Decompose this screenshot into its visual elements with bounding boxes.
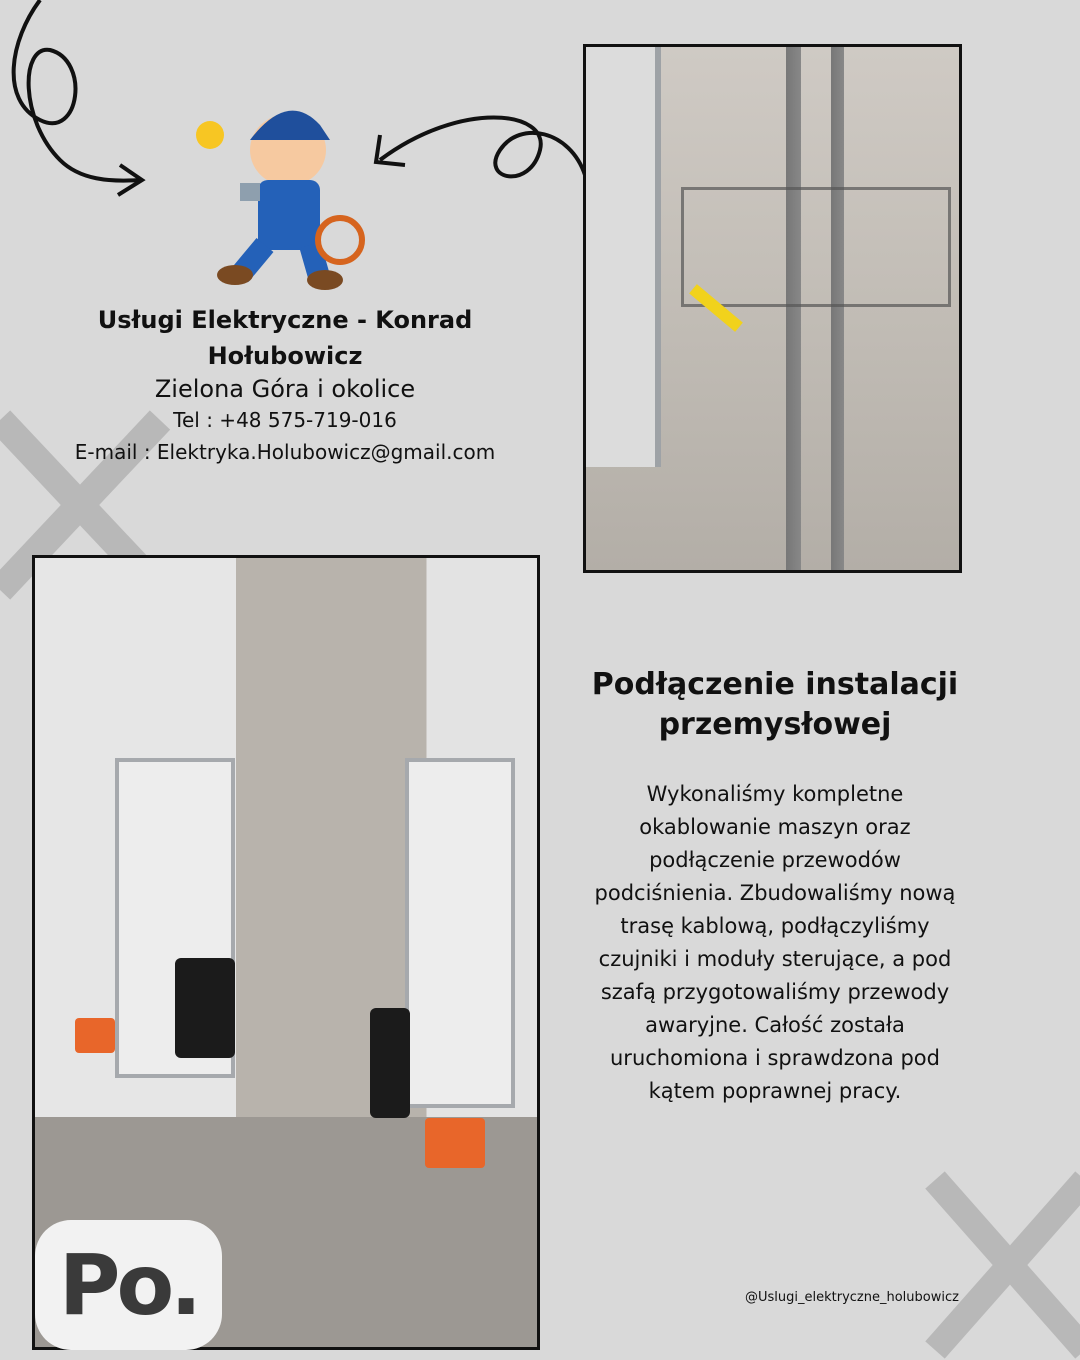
contact-info [60, 302, 510, 468]
electrician-mascot [180, 95, 370, 295]
social-handle: @Uslugi_elektryczne_holubowicz [745, 1290, 959, 1305]
phone: Tel : +48 575-719-016 [173, 408, 397, 432]
service-area: Zielona Góra i okolice [154, 375, 416, 403]
company-name: Usługi Elektryczne - Konrad Hołubowicz [97, 306, 473, 370]
post-title: Podłączenie instalacji przemysłowej [591, 667, 959, 742]
wrench-screwdriver-icon [915, 1160, 1080, 1360]
email: E-mail : Elektryka.Holubowicz@gmail.com [74, 440, 496, 464]
po-badge: Po. [35, 1220, 222, 1350]
post-description: Wykonaliśmy kompletne okablowanie maszyn oraz podłączenie przewodów podciśnienia. Zbudowaliśmy nową trasę kablową, podłączyliśmy czujniki i moduły sterujące, a pod szafą przygotowaliśmy przewody awaryjne. Całość została uruchomiona i sprawdzona pod kątem poprawnej pracy. [594, 782, 956, 1103]
photo-cable-tray-installation [583, 44, 962, 573]
